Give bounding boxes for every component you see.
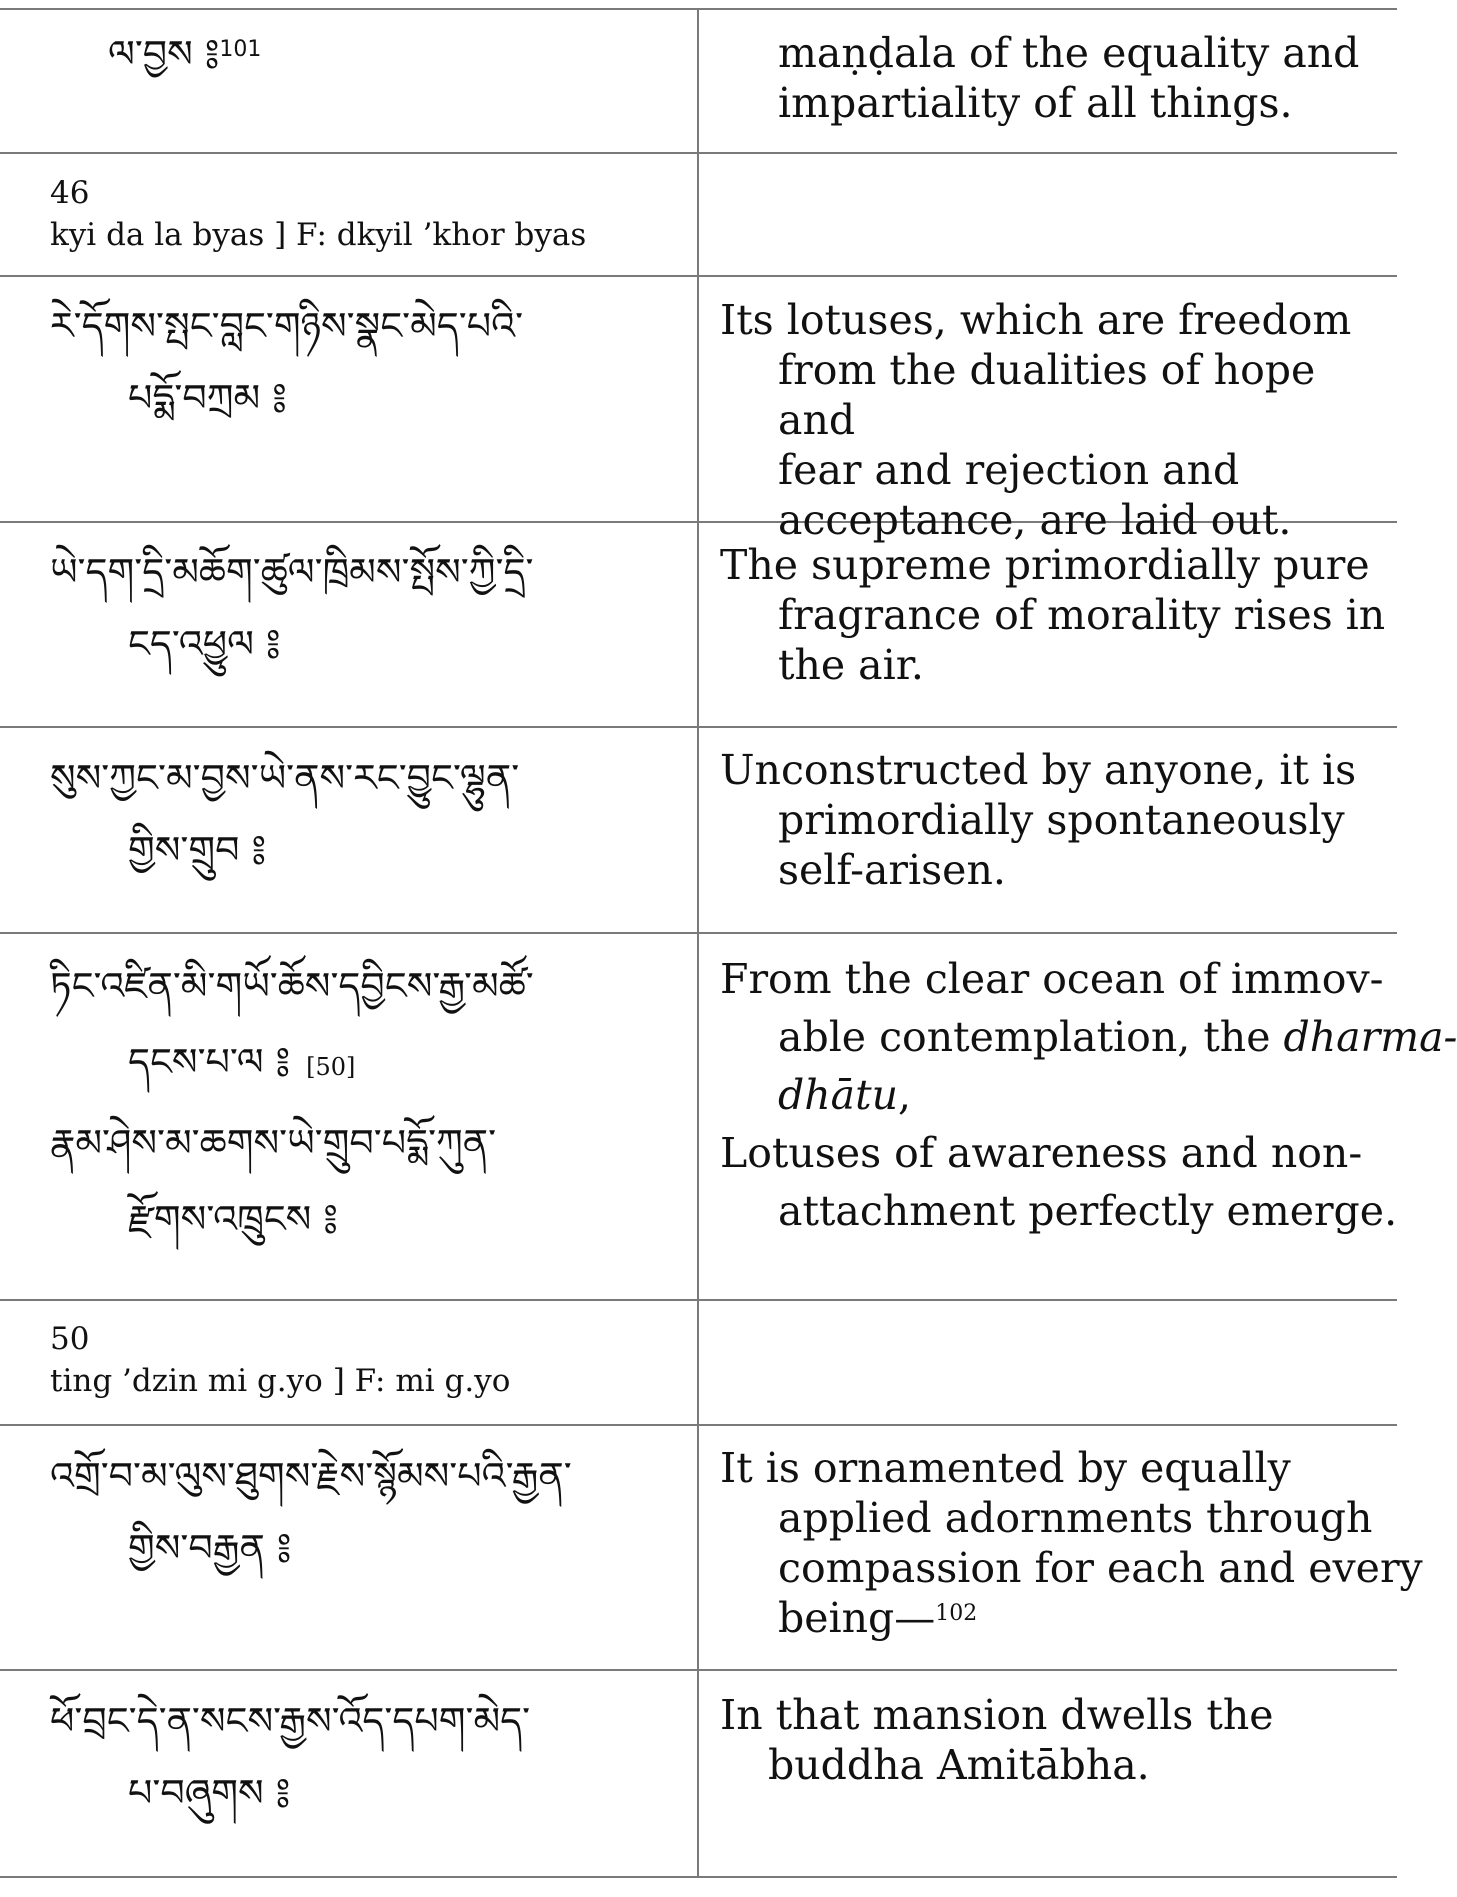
textual-note <box>50 172 690 256</box>
tibetan-verse: སུས་ཀྱང་མ་བྱས་ཡེ་ནས་རང་བྱུང་ལྷུན་ གྱིས་གྲུབ ༔ <box>50 756 520 872</box>
tibetan-verse: ཡེ་དག་དྲི་མཆོག་ཚུལ་ཁྲིམས་སྤོས་ཀྱི་དྲི་ ངད་འཕྱུལ ༔ <box>50 550 534 666</box>
note-line-number: 50 <box>50 1321 90 1357</box>
note-variant: ting ’dzin mi g.yo ] F: mi g.yo <box>50 1363 511 1399</box>
note-variant: kyi da la byas ] F: dkyil ’khor byas <box>50 217 587 253</box>
english-translation: From the clear ocean of immov- able contemplation, the dharma- dhātu, Lotuses of awareness and non- attachment perfectly emerge. <box>720 955 1457 1235</box>
textual-note <box>50 1318 690 1402</box>
english-translation: maṇḍala of the equality and impartiality of all things. <box>778 29 1360 127</box>
footnote-ref: 101 <box>219 37 262 62</box>
tibetan-verse: འགྲོ་བ་མ་ལུས་ཐུགས་རྗེས་སྙོམས་པའི་རྒྱན་ གྱིས་བརྒྱན ༔ <box>50 1454 572 1570</box>
english-translation: It is ornamented by equally applied adornments through compassion for each and every being—$^{102}$ <box>720 1444 1423 1642</box>
english-translation: The supreme primordially pure fragrance of morality rises in the air. <box>720 541 1386 689</box>
tibetan-verse: ཕོ་བྲང་དེ་ན་སངས་རྒྱས་འོད་དཔག་མེད་ པ་བཞུགས ༔ <box>50 1699 531 1815</box>
tibetan-verse: རེ་དོགས་སྤང་བླང་གཉིས་སྣང་མེད་པའི་ པདྨོ་བཀྲམ ༔ <box>50 304 524 420</box>
tibetan-verse: ལ་བྱས ༔$^{101}$ <box>108 32 262 76</box>
italic-term: dharma- <box>1283 1013 1457 1061</box>
italic-term: dhātu <box>778 1071 898 1119</box>
footnote-ref: 102 <box>935 1601 978 1626</box>
english-translation: Its lotuses, which are freedom from the dualities of hope and fear and rejection and acceptance, are laid out. <box>720 296 1352 544</box>
english-translation: In that mansion dwells the buddha Amitābha. <box>720 1691 1274 1789</box>
column-divider <box>697 8 699 1878</box>
folio-marker: [50] <box>306 1053 356 1081</box>
note-line-number: 46 <box>50 175 90 211</box>
english-translation: Unconstructed by anyone, it is primordially spontaneously self-arisen. <box>720 746 1357 894</box>
tibetan-verse: ཏིང་འཛིན་མི་གཡོ་ཆོས་དབྱིངས་རྒྱ་མཚོ་ དངས་པ་ལ ༔ [50] རྣམ་ཤེས་མ་ཆགས་ཡེ་གྲུབ་པདྨོ་ཀུན་ རྫོགས་འཁྲུངས ༔ <box>50 964 534 1241</box>
